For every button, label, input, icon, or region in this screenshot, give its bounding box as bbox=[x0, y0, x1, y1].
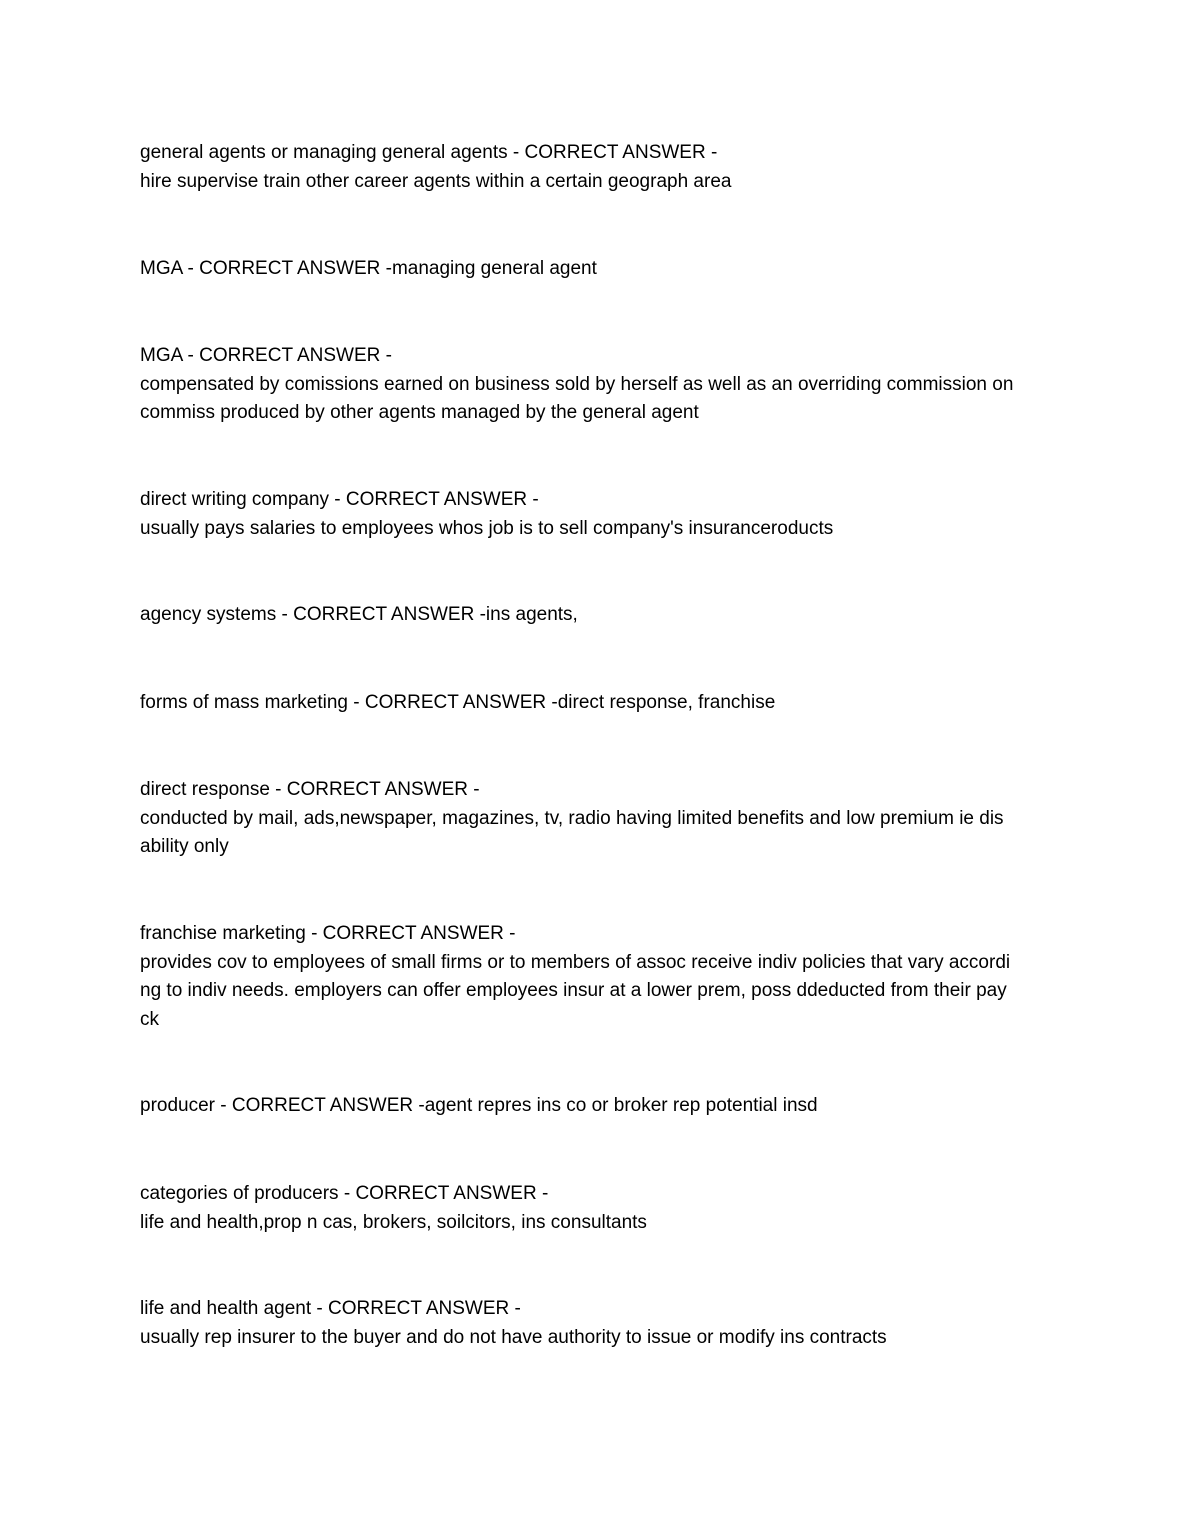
qa-entry bbox=[140, 486, 1055, 543]
qa-entry bbox=[140, 139, 1055, 196]
qa-entry bbox=[140, 601, 1055, 630]
qa-entry bbox=[140, 342, 1055, 428]
answer-line: life and health,prop n cas, brokers, soilcitors, ins consultants bbox=[140, 1211, 647, 1233]
question-line: forms of mass marketing - CORRECT ANSWER -direct response, franchise bbox=[140, 692, 776, 713]
question-line: franchise marketing - CORRECT ANSWER - bbox=[140, 923, 516, 944]
qa-entry bbox=[140, 776, 1055, 862]
qa-entry bbox=[140, 1092, 1055, 1121]
qa-entry bbox=[140, 689, 1055, 718]
question-line: life and health agent - CORRECT ANSWER - bbox=[140, 1298, 521, 1319]
qa-entry bbox=[140, 1180, 1055, 1237]
question-line: agency systems - CORRECT ANSWER -ins agents, bbox=[140, 604, 578, 625]
answer-line: usually rep insurer to the buyer and do not have authority to issue or modify ins contracts bbox=[140, 1326, 887, 1348]
question-line: MGA - CORRECT ANSWER -managing general agent bbox=[140, 258, 597, 279]
answer-line: ng to indiv needs. employers can offer employees insur at a lower prem, poss ddeducted from their pay bbox=[140, 980, 1007, 1001]
qa-entry bbox=[140, 1295, 1055, 1352]
qa-entry bbox=[140, 920, 1055, 1034]
answer-line: conducted by mail, ads,newspaper, magazines, tv, radio having limited benefits and low premium ie dis bbox=[140, 807, 1004, 829]
question-line: general agents or managing general agents - CORRECT ANSWER - bbox=[140, 142, 718, 163]
question-line: direct response - CORRECT ANSWER - bbox=[140, 779, 480, 800]
question-line: direct writing company - CORRECT ANSWER - bbox=[140, 489, 539, 510]
answer-line: commiss produced by other agents managed by the general agent bbox=[140, 402, 699, 423]
answer-line: ability only bbox=[140, 836, 229, 857]
question-line: MGA - CORRECT ANSWER - bbox=[140, 345, 392, 366]
question-line: categories of producers - CORRECT ANSWER - bbox=[140, 1183, 549, 1204]
qa-entry bbox=[140, 255, 1055, 284]
answer-line: provides cov to employees of small firms or to members of assoc receive indiv policies that vary accordi bbox=[140, 951, 1011, 973]
answer-line: compensated by comissions earned on business sold by herself as well as an overriding commission on bbox=[140, 373, 1014, 395]
answer-line: ck bbox=[140, 1008, 159, 1030]
answer-line: hire supervise train other career agents within a certain geograph area bbox=[140, 170, 732, 192]
question-line: producer - CORRECT ANSWER -agent repres ins co or broker rep potential insd bbox=[140, 1095, 818, 1116]
answer-line: usually pays salaries to employees whos job is to sell company's insuranceroducts bbox=[140, 517, 834, 539]
